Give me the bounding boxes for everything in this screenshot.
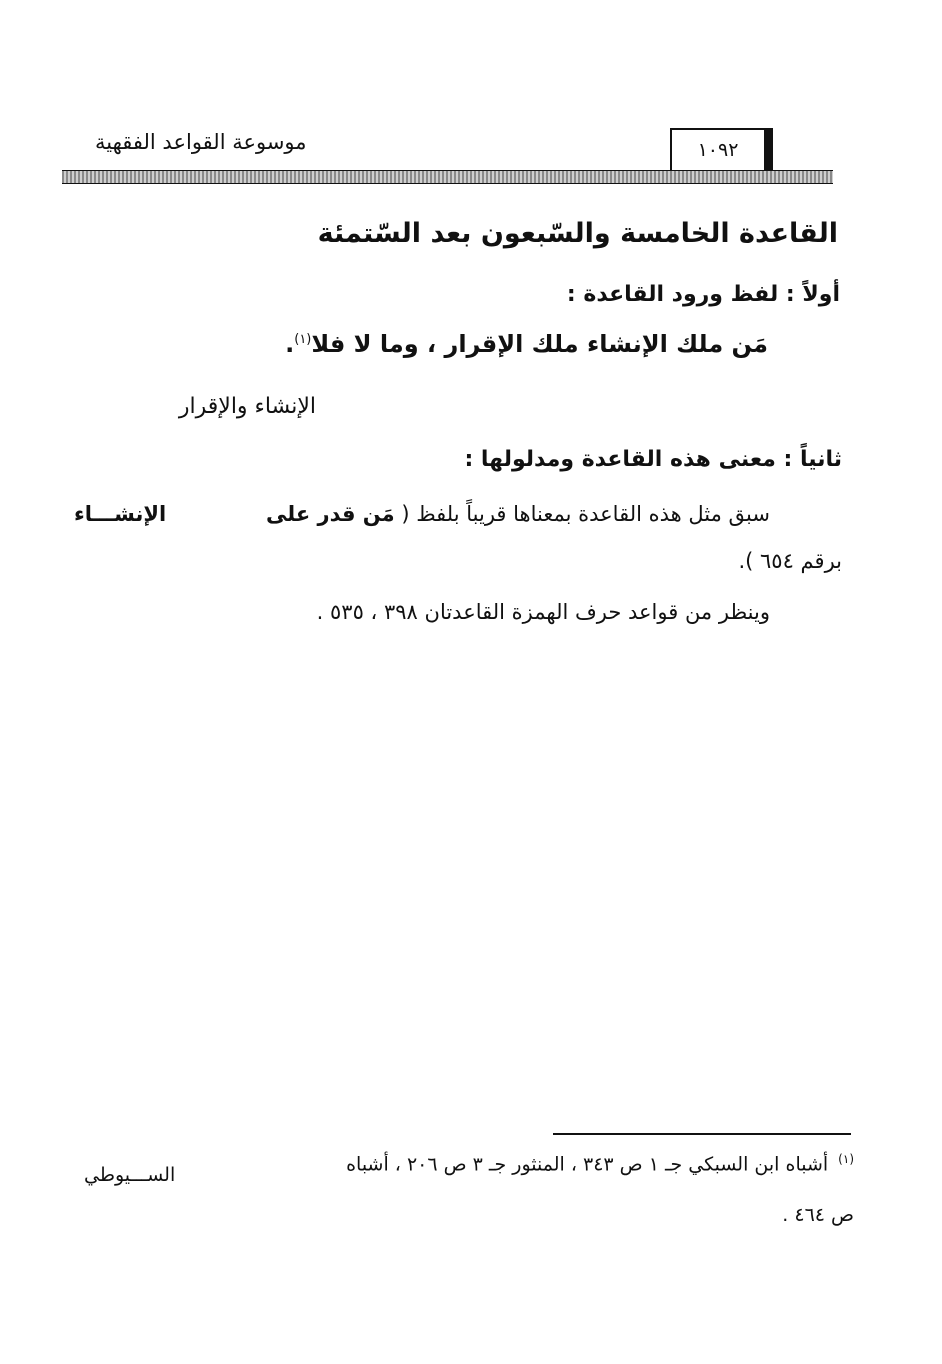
- paragraph-line2: برقم ٦٥٤ ).: [738, 549, 842, 573]
- rule-statement: [285, 330, 768, 358]
- footnote-rule: [553, 1133, 851, 1135]
- rule-heading: القاعدة الخامسة والسّبعون بعد السّتمئة: [317, 218, 838, 249]
- footnote-marker: (١): [838, 1152, 854, 1166]
- footnote-line1-text: أشباه ابن السبكي جـ ١ ص ٣٤٣ ، المنثور جـ ٣ ص ٢٠٦ ، أشباه: [346, 1153, 829, 1176]
- paragraph-line1-end: الإنشـــاء: [74, 502, 167, 526]
- footnote-line1-end: الســـيوطي: [84, 1164, 176, 1186]
- book-title: موسوعة القواعد الفقهية: [95, 130, 307, 154]
- header-rule: [62, 170, 833, 184]
- page-number-box: [670, 128, 766, 170]
- section1-heading: أولاً : لفظ ورود القاعدة :: [566, 282, 840, 307]
- page-number: ١٠٩٢: [697, 139, 739, 161]
- footnote-line2: ص ٤٦٤ .: [782, 1204, 854, 1226]
- footnote-line1: [346, 1152, 854, 1175]
- paragraph-line1: [266, 502, 770, 526]
- paragraph-line1-bold: مَن قدر على: [266, 502, 395, 526]
- keyword-line: الإنشاء والإقرار: [178, 394, 316, 419]
- paragraph-line3: وينظر من قواعد حرف الهمزة القاعدتان ٣٩٨ ، ٥٣٥ .: [316, 600, 770, 624]
- rule-statement-text: مَن ملك الإنشاء ملك الإقرار ، وما لا فلا: [311, 330, 768, 358]
- footnote-reference[interactable]: (١): [294, 332, 312, 347]
- rule-statement-end: .: [285, 330, 295, 358]
- section2-heading: ثانياً : معنى هذه القاعدة ومدلولها :: [464, 447, 842, 472]
- paragraph-line1-plain: سبق مثل هذه القاعدة بمعناها قريباً بلفظ (: [401, 502, 770, 526]
